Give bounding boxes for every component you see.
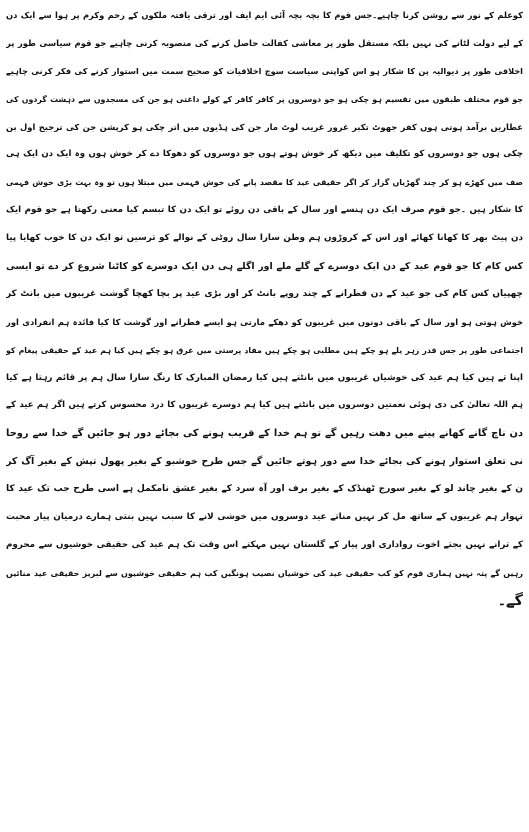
text-line-13: اجتماعی طور پر جس قدر زہر یلے ہو چکے ہیں مطلبی ہو چکے ہیں مفاد پرستی میں غرق ہو چکے ہیں کیا ہم عید کے حقیقی پیغام کو xyxy=(6,345,523,355)
text-line-5: عطاریں برآمد ہوتی ہوں کفر جھوٹ تکبر غرور غریب لوٹ مار جن کی ہڈیوں میں اتر چکی ہو کرپشن جن کی ترجیح اول بن xyxy=(6,121,523,132)
text-line-9: دن پیٹ بھر کا کھانا کھائے اور اس کے کروڑوں ہم وطن سارا سال روٹی کے نوالے کو ترسیں تو ایک دن کا خوب کھایا پیا xyxy=(6,233,523,244)
text-line-18: ن کے بغیر چاند لو کے بغیر سورج ٹھنڈک کے بغیر برف اور آہ سرد کے بغیر عشق نامکمل ہے اسی طرح جب تک عید کا xyxy=(6,484,523,495)
text-line-11: چھپیاں کس کام کی جو عید کے دن فطرانے کے چند روپے بانٹ کر اور بڑی عید پر بچا کھچا گوشت غریبوں میں بانٹ کر xyxy=(6,288,523,299)
text-line-16: دن ناچ گانے کھانے پینے میں دھت رہیں گے تو ہم خدا کے قریب ہونے کی بجائے دور ہو جائیں گے خدا سے روحا xyxy=(6,428,523,440)
text-line-14: اپنا تے ہیں کیا ہم عید کی خوشیاں غریبوں میں بانٹتے ہیں کیا رمضان المبارک کا رنگ سارا سال ہم پر قائم رہتا ہے کیا xyxy=(6,372,523,383)
text-line-19: تہوار ہم غریبوں کے ساتھ مل کر نہیں مناتے عید دوسروں میں خوشی لانے کا سبب نہیں بنتی ہمارے درمیان پیار محبت xyxy=(6,512,523,523)
text-line-3: اخلاقی طور پر دیوالیہ پن کا شکار ہو اس کواپنی سیاست سوچ اخلاقیات کو صحیح سمت میں استوار کرنے کی فکر کرنی چاہیے xyxy=(6,65,523,76)
text-line-12: خوش ہوتی ہو اور سال کے باقی دونوں میں غریبوں کو دھکے مارتی ہو ایسے فطرانے اور گوشت کا کیا فائدہ ہم انفرادی اور xyxy=(6,316,523,327)
text-line-22: گے۔ xyxy=(497,592,523,609)
text-line-6: چکی ہوں جو دوسروں کو تکلیف میں دیکھ کر خوش ہوتے ہوں جو دوسروں کو دھوکا دے کر خوش ہوں وہ ایک دن ایک ہی xyxy=(6,149,523,160)
text-line-21: رہیں گے پتہ نہیں ہماری قوم کو کب حقیقی عید کی خوشیاں نصیب ہونگیں کب ہم حقیقی خوشیوں سے لبریز حقیقی عید منائیں xyxy=(6,568,523,578)
text-line-17: نی تعلق استوار ہونے کی بجائے خدا سے دور ہوتے جائیں گے جس طرح خوشبو کے بغیر پھول تپش کے بغیر آگ کر xyxy=(6,456,523,468)
text-line-10: کس کام کا جو قوم عید کے دن ایک دوسرے کے گلے ملے اور اگلے ہی دن ایک دوسرے کو کاٹنا شروع کر دے تو ایسی xyxy=(6,261,523,273)
text-line-20: کے ترانے نہیں بجتے اخوت رواداری اور پیار کے گلستان نہیں مہکتے اس وقت تک ہم عید کی حقیقی خوشیوں سے محروم xyxy=(6,539,523,550)
urdu-article-text xyxy=(6,2,523,616)
text-line-1: کوعلم کے نور سے روشن کرنا چاہیے۔جس قوم کا بچہ بچہ آئی ایم ایف اور ترقی یافتہ ملکوں کے رحم وکرم پر ہوا سے ایک دن xyxy=(6,10,523,20)
text-line-8: کا شکار ہیں ۔جو قوم صرف ایک دن ہنسے اور سال کے باقی دن روئے تو ایک دن کا تبسم کیا معنی رکھتا ہے جو قوم ایک xyxy=(6,205,523,216)
text-line-7: صف میں کھڑے ہو کر چند گھڑیاں گزار کر اگر حقیقی عید کا مقصد پانے کی خوش فہمی میں مبتلا ہوں تو وہ بہت بڑی خوش فہمی xyxy=(6,178,523,188)
text-line-15: ہم اللہ تعالیٰ کی دی ہوئی نعمتیں دوسروں میں بانٹتے ہیں کیا ہم دوسرے غریبوں کا درد محسوس کرتے ہیں اگر ہم عید کے xyxy=(6,400,523,411)
text-line-2: کے لیے دولت لٹانے کی نہیں بلکہ مستقل طور پر معاشی کفالت حاصل کرنے کی منصوبہ کرنی چاہیے جو قوم سیاسی طور پر xyxy=(6,37,523,48)
text-line-4: جو قوم مختلف طبقوں میں تقسیم ہو چکی ہو جو دوسروں پر کافر کافر کے کولے داغتی ہو جن کی مسجدوں سے دہشت گردوں کی xyxy=(6,94,523,104)
